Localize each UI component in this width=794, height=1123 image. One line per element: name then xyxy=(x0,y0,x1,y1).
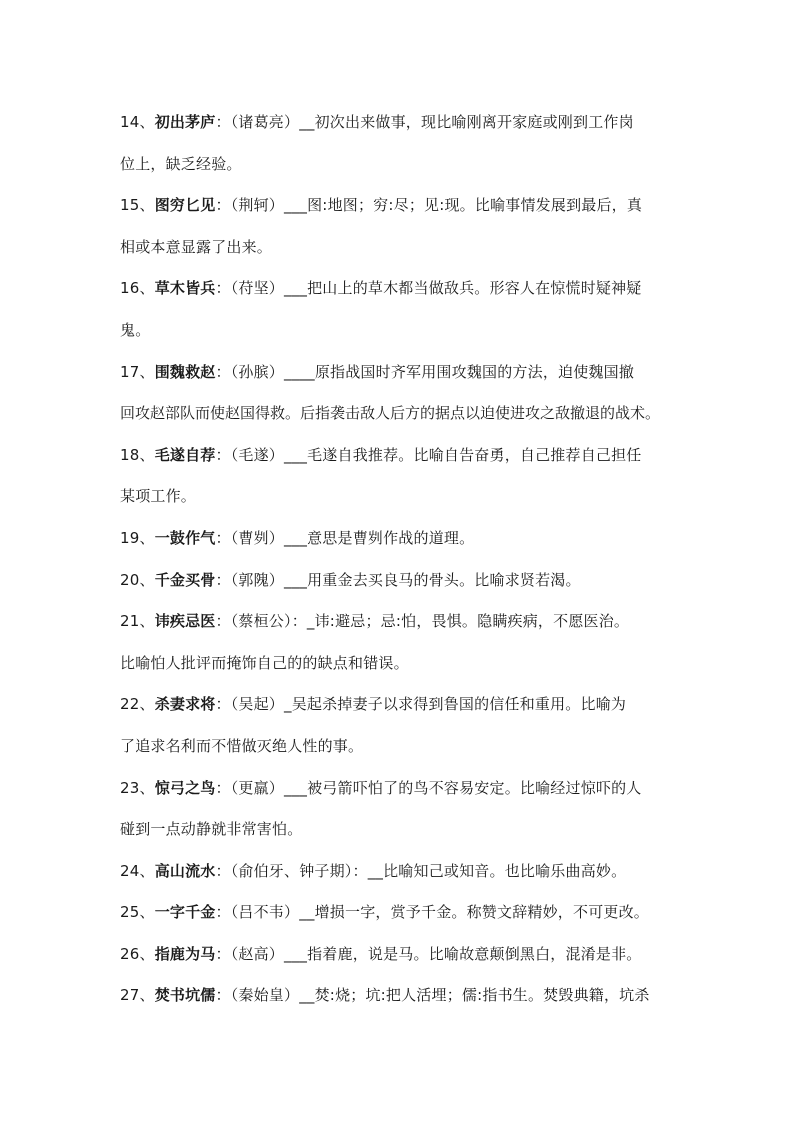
idiom-definition: 用重金去买良马的骨头。比喻求贤若渴。 xyxy=(307,570,581,589)
idiom-term: 一字千金 xyxy=(154,903,216,922)
idiom-definition: 毛遂自我推荐。比喻自告奋勇，自己推荐自己担任 xyxy=(307,445,642,464)
idiom-definition: 讳:避忌；忌:怕，畏惧。隐瞒疾病，不愿医治。 xyxy=(314,612,630,631)
entry-number: 25、 xyxy=(120,903,155,922)
idiom-definition: 被弓箭吓怕了的鸟不容易安定。比喻经过惊吓的人 xyxy=(307,778,642,797)
entry-line xyxy=(120,102,680,144)
idiom-person: ：（郭隗）___ xyxy=(215,570,308,589)
entry-line xyxy=(120,435,680,477)
idiom-definition: 吴起杀掉妻子以求得到鲁国的信任和重用。比喻为 xyxy=(291,695,627,714)
entry-line xyxy=(120,518,680,560)
entry-line xyxy=(120,892,680,934)
entry-line xyxy=(120,560,680,602)
entry-number: 16、 xyxy=(120,279,155,298)
idiom-definition: 意思是曹刿作战的道理。 xyxy=(307,528,475,547)
idiom-person: ：（荆轲）___ xyxy=(215,196,308,215)
entry-number: 14、 xyxy=(120,113,155,131)
entry-continuation-line: 比喻怕人批评而掩饰自己的的缺点和错误。 xyxy=(120,653,409,672)
entry-line xyxy=(120,851,680,893)
entry-number: 23、 xyxy=(120,778,155,797)
entry-line xyxy=(120,934,680,976)
idiom-person: ：（吴起）_ xyxy=(215,695,292,714)
idiom-definition: 指着鹿，说是马。比喻故意颠倒黑白，混淆是非。 xyxy=(307,944,642,963)
idiom-term: 杀妻求将 xyxy=(154,695,216,714)
idiom-definition: 焚:烧；坑:把人活埋；儒:指书生。焚毁典籍，坑杀 xyxy=(314,986,650,1005)
idiom-person: ：（诸葛亮）__ xyxy=(215,113,315,131)
entry-number: 26、 xyxy=(120,944,155,963)
entry-number: 24、 xyxy=(120,861,155,880)
entry-number: 18、 xyxy=(120,445,155,464)
entry-line xyxy=(120,768,680,810)
idiom-term: 高山流水 xyxy=(154,861,216,880)
entry-number: 20、 xyxy=(120,570,155,589)
entry-number: 15、 xyxy=(120,196,155,215)
idiom-person: ：（秦始皇）__ xyxy=(215,986,315,1005)
entry-line xyxy=(120,352,680,394)
idiom-term: 毛遂自荐 xyxy=(154,445,216,464)
idiom-definition: 把山上的草木都当做敌兵。形容人在惊慌时疑神疑 xyxy=(307,279,642,298)
entry-line xyxy=(120,268,680,310)
idiom-person: ：（更羸）___ xyxy=(215,778,308,797)
entry-continuation-line: 位上，缺乏经验。 xyxy=(120,154,242,173)
entry-line xyxy=(120,185,680,227)
idiom-term: 焚书坑儒 xyxy=(154,986,216,1005)
entry-number: 21、 xyxy=(120,612,155,631)
idiom-term: 千金买骨 xyxy=(154,570,216,589)
idiom-definition: 初次出来做事，现比喻刚离开家庭或刚到工作岗 xyxy=(314,113,634,131)
idiom-person: ：（毛遂）___ xyxy=(215,445,308,464)
entry-line xyxy=(120,684,680,726)
entry-line xyxy=(120,601,680,643)
entry-continuation-line: 鬼。 xyxy=(120,320,151,339)
idiom-person: ：（曹刿）___ xyxy=(215,528,308,547)
entry-number: 22、 xyxy=(120,695,155,714)
entry-number: 19、 xyxy=(120,528,155,547)
idiom-definition: 原指战国时齐军用围攻魏国的方法，迫使魏国撤 xyxy=(314,362,635,381)
entry-number: 17、 xyxy=(120,362,155,381)
idiom-term: 惊弓之鸟 xyxy=(154,778,216,797)
entry-continuation-line: 相或本意显露了出来。 xyxy=(120,237,273,256)
idiom-definition: 增损一字，赏予千金。称赞文辞精妙，不可更改。 xyxy=(314,903,650,922)
idiom-term: 讳疾忌医 xyxy=(154,612,216,631)
entry-number: 27、 xyxy=(120,986,155,1005)
idiom-person: ：（赵高）___ xyxy=(215,944,308,963)
idiom-list xyxy=(120,102,680,1017)
idiom-term: 指鹿为马 xyxy=(154,944,216,963)
idiom-term: 围魏救赵 xyxy=(154,362,216,381)
idiom-term: 草木皆兵 xyxy=(154,279,216,298)
entry-continuation-line: 碰到一点动静就非常害怕。 xyxy=(120,820,303,839)
entry-continuation-line: 回攻赵部队而使赵国得救。后指袭击敌人后方的据点以迫使进攻之敌撤退的战术。 xyxy=(120,404,661,423)
idiom-person: ：（蔡桓公）：_ xyxy=(215,612,315,631)
idiom-person: ：（孙膑）____ xyxy=(215,362,315,381)
entry-continuation-line: 了追求名利而不惜做灭绝人性的事。 xyxy=(120,736,364,755)
idiom-definition: 图:地图；穷:尽；见:现。比喻事情发展到最后，真 xyxy=(307,196,643,215)
idiom-person: ：（俞伯牙、钟子期）：__ xyxy=(215,861,384,880)
entry-continuation-line: 某项工作。 xyxy=(120,487,197,506)
idiom-term: 一鼓作气 xyxy=(154,528,216,547)
idiom-term: 图穷匕见 xyxy=(154,196,216,215)
idiom-person: ：（吕不韦）__ xyxy=(215,903,315,922)
idiom-person: ：（苻坚）___ xyxy=(215,279,308,298)
idiom-definition: 比喻知己或知音。也比喻乐曲高妙。 xyxy=(383,861,627,880)
idiom-term: 初出茅庐 xyxy=(154,113,216,131)
entry-line xyxy=(120,975,680,1017)
